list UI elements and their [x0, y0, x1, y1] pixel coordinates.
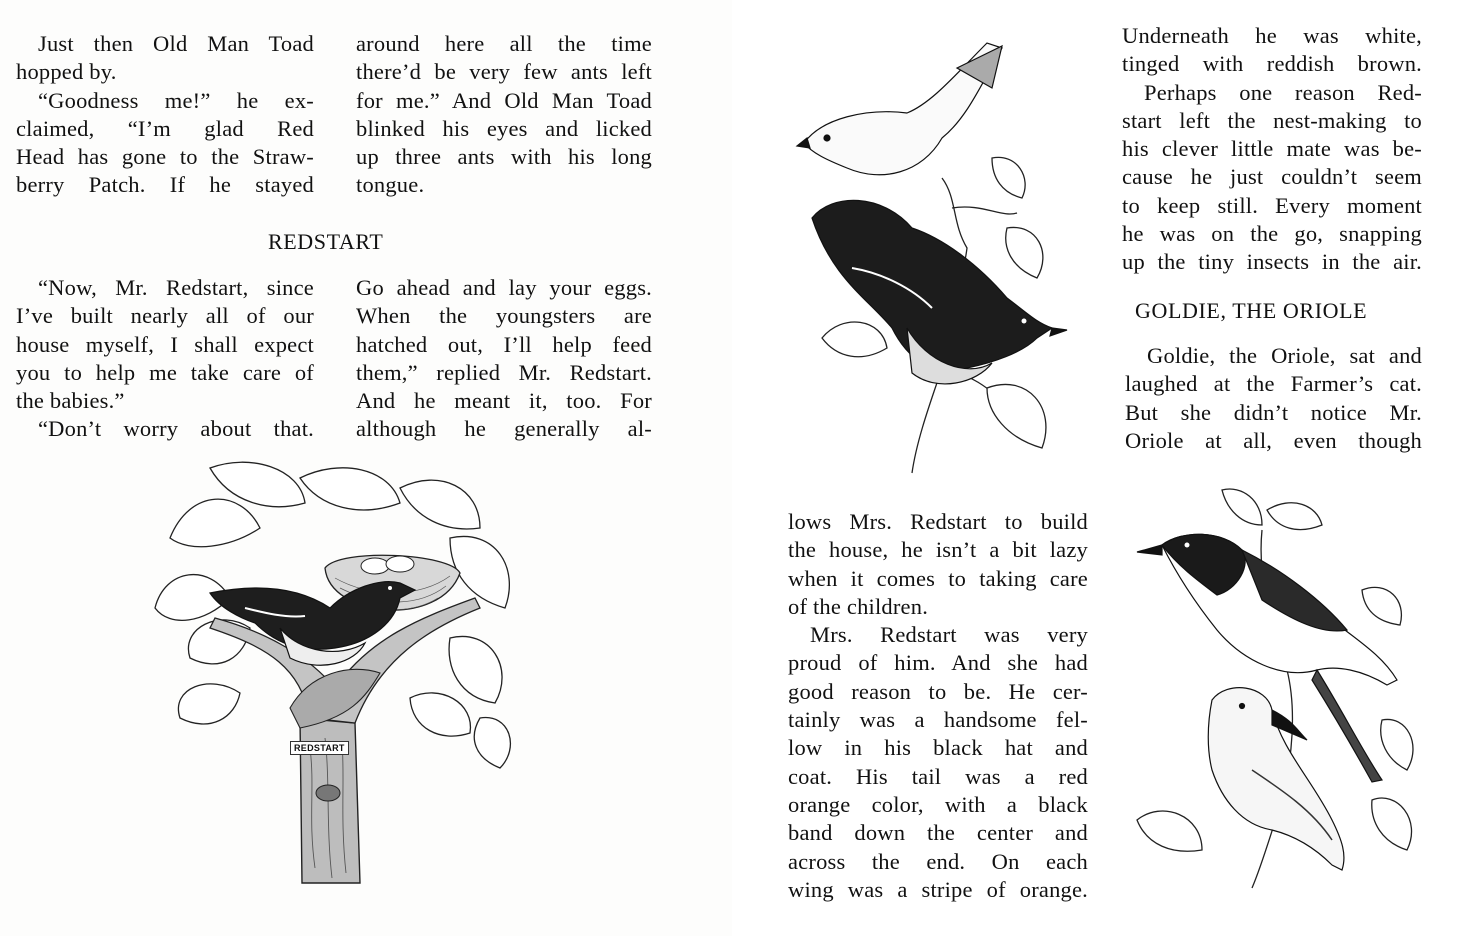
- text-line: When the youngsters are: [356, 303, 652, 329]
- section-heading-redstart: REDSTART: [268, 229, 384, 254]
- text-line: cause he just couldn’t seem: [1122, 164, 1422, 190]
- text-line: house myself, I shall expect: [16, 331, 314, 357]
- text-line: “Now, Mr. Redstart, since: [38, 275, 314, 300]
- text-line: Underneath he was white,: [1122, 23, 1422, 48]
- text-line: claimed, “I’m glad Red: [16, 115, 314, 141]
- illustration-label: REDSTART: [290, 741, 349, 755]
- oriole-female-bird: [1208, 688, 1344, 870]
- text-line: tainly was a handsome fel-: [788, 707, 1088, 733]
- text-line: the babies.”: [16, 388, 125, 414]
- redstart-pair-illustration: [792, 28, 1072, 478]
- bottom-column: [788, 508, 1088, 904]
- text-line: them,” replied Mr. Redstart.: [356, 359, 652, 385]
- intro-column-2: [356, 30, 652, 200]
- text-line: the house, he isn’t a bit lazy: [788, 537, 1088, 563]
- text-line: Goldie, the Oriole, sat and: [1147, 343, 1422, 368]
- section-heading-oriole: GOLDIE, THE ORIOLE: [1135, 298, 1368, 323]
- text-line: “Don’t worry about that.: [38, 416, 314, 442]
- text-line: Head has gone to the Straw-: [16, 144, 314, 170]
- text-line: Oriole at all, even though: [1125, 427, 1422, 453]
- text-line: band down the center and: [788, 820, 1088, 846]
- redstart-female-bird: [797, 43, 1002, 175]
- text-line: when it comes to taking care: [788, 565, 1088, 591]
- text-line: of the children.: [788, 593, 929, 619]
- text-line: you to help me take care of: [16, 359, 314, 385]
- text-line: although he generally al-: [356, 416, 652, 442]
- text-line: And he meant it, too. For: [356, 388, 652, 414]
- text-line: start left the nest-making to: [1122, 107, 1422, 133]
- text-line: I’ve built nearly all of our: [16, 303, 314, 329]
- text-line: Just then Old Man Toad: [38, 31, 314, 56]
- text-line: proud of him. And she had: [788, 650, 1088, 676]
- text-line: his clever little mate was be-: [1122, 136, 1422, 162]
- oriole-column: [1125, 342, 1422, 455]
- text-line: Mrs. Redstart was very: [810, 622, 1088, 648]
- text-line: for me.” And Old Man Toad: [356, 87, 652, 113]
- story-column-2: [356, 274, 652, 444]
- text-line: tinged with reddish brown.: [1122, 51, 1422, 77]
- text-line: to keep still. Every moment: [1122, 192, 1422, 218]
- text-line: up three ants with his long: [356, 144, 652, 170]
- text-line: “Goodness me!” he ex-: [38, 87, 314, 113]
- redstart-nest-illustration: [150, 458, 520, 888]
- text-line: Perhaps one reason Red-: [1144, 79, 1422, 105]
- text-line: tongue.: [356, 172, 425, 198]
- text-line: wing was a stripe of orange.: [788, 876, 1088, 902]
- text-line: blinked his eyes and licked: [356, 115, 652, 141]
- text-line: But she didn’t notice Mr.: [1125, 399, 1422, 425]
- story-column-1: [16, 274, 314, 444]
- right-page: [732, 0, 1464, 936]
- intro-column-1: [16, 30, 314, 200]
- text-line: good reason to be. He cer-: [788, 678, 1088, 704]
- text-line: lows Mrs. Redstart to build: [788, 509, 1088, 534]
- text-line: there’d be very few ants left: [356, 59, 652, 85]
- text-line: orange color, with a black: [788, 791, 1088, 817]
- text-line: up the tiny insects in the air.: [1122, 249, 1422, 275]
- text-line: Go ahead and lay your eggs.: [356, 275, 652, 300]
- text-line: around here all the time: [356, 31, 652, 56]
- oriole-pair-illustration: [1132, 470, 1432, 890]
- text-line: across the end. On each: [788, 848, 1088, 874]
- text-line: laughed at the Farmer’s cat.: [1125, 371, 1422, 397]
- text-line: coat. His tail was a red: [788, 763, 1088, 789]
- top-column: [1122, 22, 1422, 277]
- text-line: he was on the go, snapping: [1122, 221, 1422, 247]
- text-line: hatched out, I’ll help feed: [356, 331, 652, 357]
- text-line: hopped by.: [16, 59, 117, 85]
- text-line: berry Patch. If he stayed: [16, 172, 314, 198]
- text-line: low in his black hat and: [788, 735, 1088, 761]
